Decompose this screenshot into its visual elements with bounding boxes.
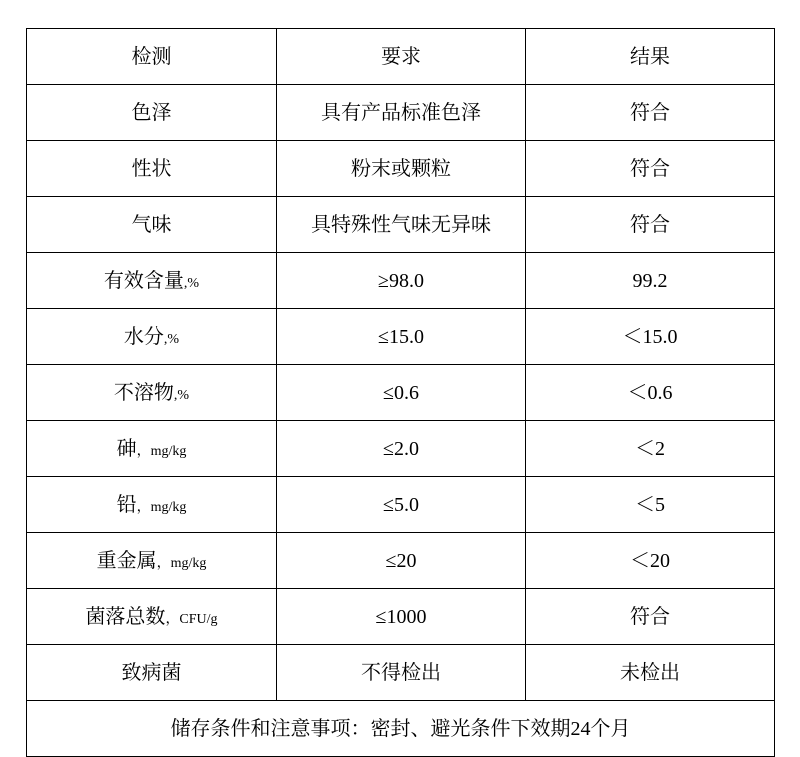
cell-result: 符合 bbox=[526, 141, 775, 197]
item-name: 菌落总数 bbox=[85, 605, 166, 628]
item-unit: ，mg/kg bbox=[156, 555, 207, 571]
cell-item bbox=[27, 141, 277, 197]
item-unit: ，mg/kg bbox=[136, 499, 187, 515]
item-name: 有效含量 bbox=[103, 269, 184, 292]
cell-result: 未检出 bbox=[526, 645, 775, 701]
cell-item bbox=[27, 253, 277, 309]
cell-item bbox=[27, 197, 277, 253]
cell-requirement: 不得检出 bbox=[277, 645, 526, 701]
item-unit: ,% bbox=[183, 275, 200, 291]
item-name: 铅 bbox=[116, 493, 137, 516]
table-row bbox=[27, 533, 775, 589]
table-row bbox=[27, 197, 775, 253]
cell-requirement: 粉末或颗粒 bbox=[277, 141, 526, 197]
table-row bbox=[27, 309, 775, 365]
column-header-item: 检测 bbox=[27, 29, 277, 85]
cell-requirement: ≤2.0 bbox=[277, 421, 526, 477]
cell-requirement: ≥98.0 bbox=[277, 253, 526, 309]
item-unit: ，CFU/g bbox=[165, 611, 218, 627]
cell-item bbox=[27, 533, 277, 589]
cell-item bbox=[27, 645, 277, 701]
cell-item bbox=[27, 477, 277, 533]
table-row bbox=[27, 477, 775, 533]
table-row bbox=[27, 85, 775, 141]
cell-result: ＜2 bbox=[526, 421, 775, 477]
cell-item bbox=[27, 421, 277, 477]
cell-requirement: ≤0.6 bbox=[277, 365, 526, 421]
column-header-result: 结果 bbox=[526, 29, 775, 85]
item-name: 不溶物 bbox=[113, 381, 174, 404]
cell-item bbox=[27, 85, 277, 141]
cell-result: 99.2 bbox=[526, 253, 775, 309]
table-row bbox=[27, 589, 775, 645]
table-row bbox=[27, 645, 775, 701]
item-name: 性状 bbox=[131, 157, 172, 180]
cell-result: 符合 bbox=[526, 85, 775, 141]
table-header-row bbox=[27, 29, 775, 85]
cell-result: ＜15.0 bbox=[526, 309, 775, 365]
table-row bbox=[27, 253, 775, 309]
item-name: 重金属 bbox=[96, 549, 157, 572]
cell-requirement: ≤20 bbox=[277, 533, 526, 589]
item-name: 水分 bbox=[123, 325, 164, 348]
column-header-requirement: 要求 bbox=[277, 29, 526, 85]
cell-result: ＜5 bbox=[526, 477, 775, 533]
cell-requirement: ≤5.0 bbox=[277, 477, 526, 533]
cell-result: ＜20 bbox=[526, 533, 775, 589]
cell-requirement: ≤15.0 bbox=[277, 309, 526, 365]
specification-table bbox=[26, 28, 775, 757]
cell-result: ＜0.6 bbox=[526, 365, 775, 421]
item-name: 色泽 bbox=[131, 101, 172, 124]
table-row bbox=[27, 421, 775, 477]
storage-note: 储存条件和注意事项：密封、避光条件下效期24个月 bbox=[27, 701, 775, 757]
cell-item bbox=[27, 365, 277, 421]
cell-item bbox=[27, 589, 277, 645]
storage-note-row bbox=[27, 701, 775, 757]
item-name: 砷 bbox=[116, 437, 137, 460]
table-row bbox=[27, 141, 775, 197]
item-unit: ,% bbox=[163, 331, 180, 347]
cell-result: 符合 bbox=[526, 589, 775, 645]
cell-item bbox=[27, 309, 277, 365]
item-unit: ,% bbox=[173, 387, 190, 403]
cell-requirement: 具特殊性气味无异味 bbox=[277, 197, 526, 253]
item-unit: ，mg/kg bbox=[136, 443, 187, 459]
table-row bbox=[27, 365, 775, 421]
item-name: 气味 bbox=[131, 213, 172, 236]
cell-requirement: ≤1000 bbox=[277, 589, 526, 645]
cell-requirement: 具有产品标准色泽 bbox=[277, 85, 526, 141]
cell-result: 符合 bbox=[526, 197, 775, 253]
item-name: 致病菌 bbox=[121, 661, 182, 684]
